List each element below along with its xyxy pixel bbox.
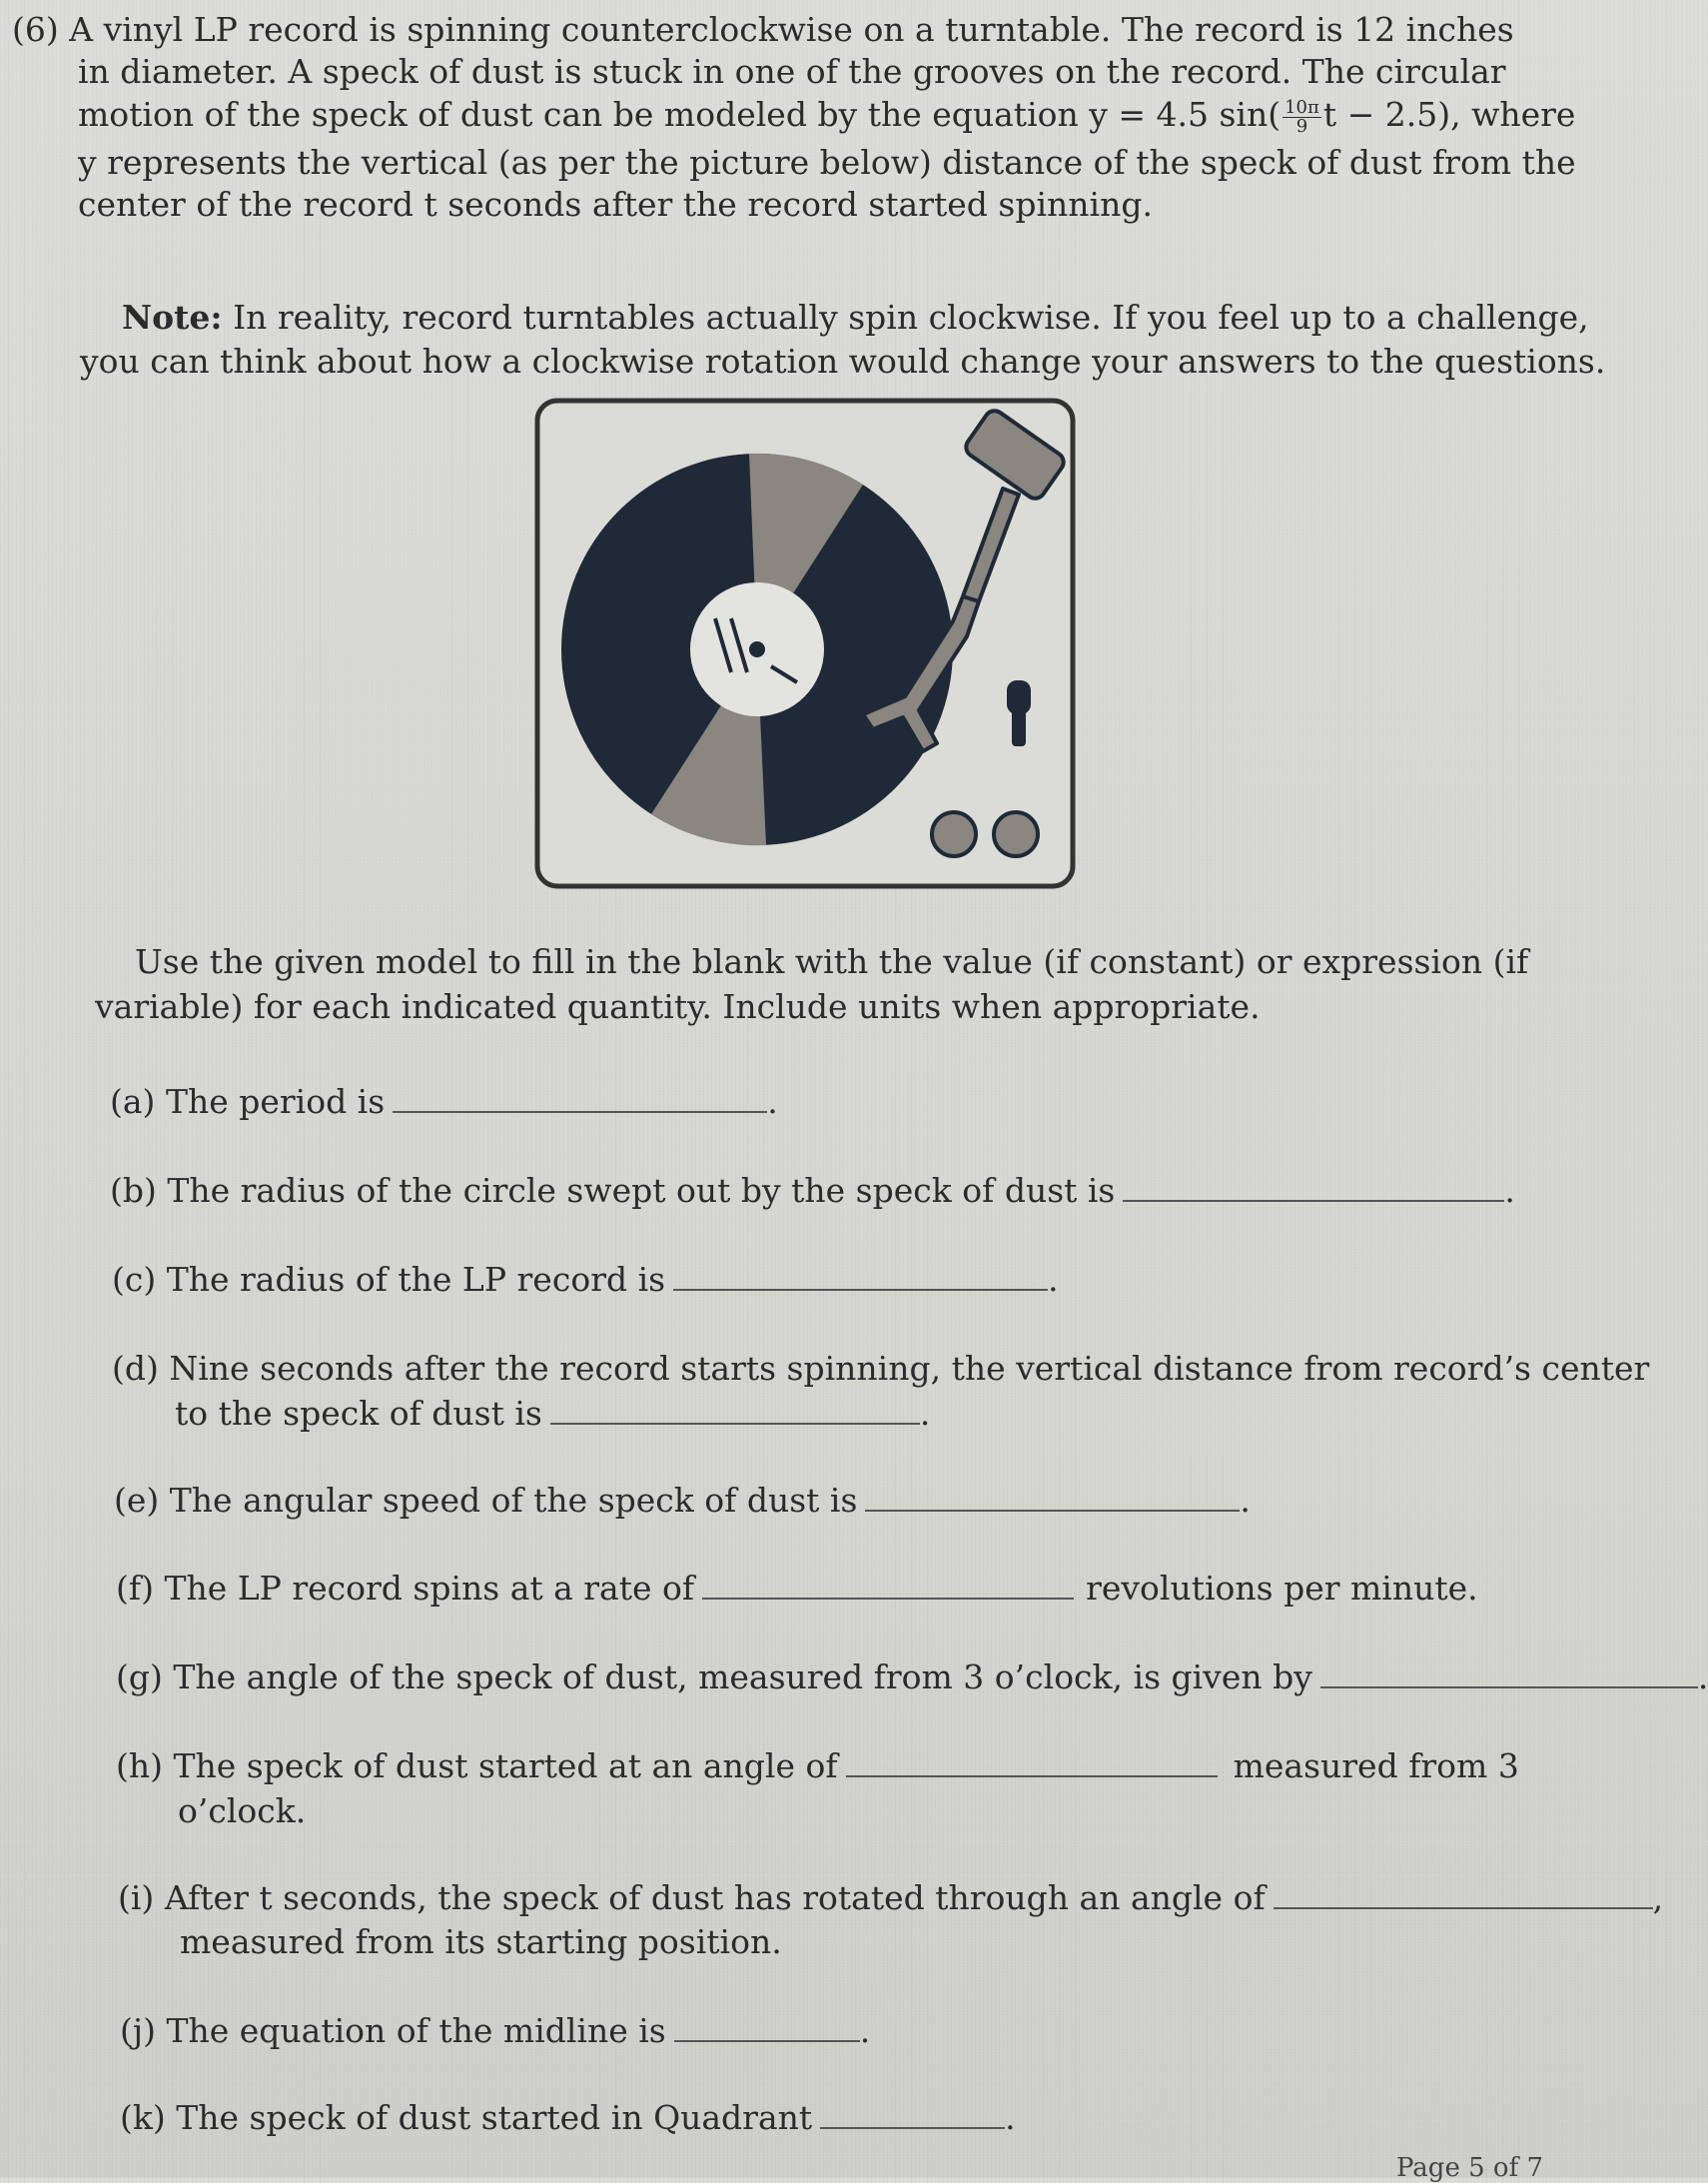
question-g-label: (g): [116, 1657, 163, 1696]
question-k: [120, 2098, 1016, 2138]
fraction-numerator: 10π: [1284, 96, 1319, 118]
equation-after: t − 2.5), where: [1322, 95, 1576, 134]
note-label: Note:: [122, 298, 223, 337]
answer-blank-d[interactable]: [550, 1397, 920, 1425]
problem-line-4: y represents the vertical (as per the picture below) distance of the speck of dust from the: [78, 143, 1576, 182]
question-a-text: The period is: [165, 1082, 386, 1121]
answer-blank-f[interactable]: [702, 1572, 1074, 1600]
instructions-line-2: variable) for each indicated quantity. Include units when appropriate.: [95, 987, 1261, 1026]
answer-blank-b[interactable]: [1123, 1174, 1504, 1202]
question-j-text: The equation of the midline is: [166, 2011, 666, 2050]
problem-line-1: [12, 10, 1514, 50]
question-i-label: (i): [118, 1878, 155, 1917]
answer-blank-k[interactable]: [820, 2101, 1005, 2129]
question-e: [114, 1481, 1251, 1521]
answer-blank-a[interactable]: [393, 1085, 767, 1113]
question-d: [112, 1349, 1649, 1389]
question-i-end: ,: [1652, 1878, 1664, 1917]
question-d-continued: [175, 1394, 930, 1434]
answer-blank-e[interactable]: [865, 1484, 1240, 1512]
question-c: [112, 1260, 1059, 1300]
question-b-end: .: [1504, 1171, 1515, 1210]
question-k-label: (k): [120, 2098, 166, 2137]
question-b: [110, 1171, 1515, 1211]
turntable-illustration: [533, 397, 1077, 890]
control-knob: [1007, 680, 1031, 714]
question-j-end: .: [859, 2011, 871, 2050]
question-b-label: (b): [110, 1171, 157, 1210]
vinyl-record: [561, 454, 953, 845]
question-c-end: .: [1048, 1260, 1059, 1299]
question-d-text: Nine seconds after the record starts spinning, the vertical distance from record’s center: [169, 1349, 1650, 1388]
question-i: [118, 1878, 1663, 1918]
question-j: [120, 2011, 870, 2051]
question-g-text: The angle of the speck of dust, measured from 3 o’clock, is given by: [173, 1657, 1312, 1696]
equation-fraction: [1282, 96, 1321, 137]
question-f-end: revolutions per minute.: [1086, 1569, 1478, 1608]
problem-number: (6): [12, 10, 59, 49]
question-h-end: measured from 3: [1233, 1746, 1519, 1785]
answer-blank-g[interactable]: [1320, 1660, 1698, 1688]
answer-blank-c[interactable]: [673, 1263, 1048, 1291]
question-h: [116, 1746, 1519, 1786]
question-b-text: The radius of the circle swept out by the speck of dust is: [167, 1171, 1116, 1210]
question-e-text: The angular speed of the speck of dust is: [169, 1481, 858, 1520]
equation-before: motion of the speck of dust can be modeled by the equation y = 4.5 sin(: [78, 95, 1281, 134]
problem-line-5: center of the record t seconds after the record started spinning.: [78, 185, 1153, 224]
page-number: Page 5 of 7: [1395, 2153, 1543, 2183]
question-f: [116, 1569, 1478, 1609]
problem-line-2: in diameter. A speck of dust is stuck in one of the grooves on the record. The circular: [78, 52, 1506, 91]
problem-text-1: A vinyl LP record is spinning counterclockwise on a turntable. The record is 12 inches: [69, 10, 1514, 49]
question-c-label: (c): [112, 1260, 157, 1299]
question-a-label: (a): [110, 1082, 156, 1121]
question-h-label: (h): [116, 1746, 164, 1785]
question-c-text: The radius of the LP record is: [166, 1260, 666, 1299]
question-i-continued: measured from its starting position.: [180, 1922, 782, 1961]
note-line-1: [122, 298, 1589, 338]
button-left: [932, 812, 976, 856]
spindle: [749, 641, 765, 657]
answer-blank-j[interactable]: [674, 2014, 860, 2042]
question-f-label: (f): [116, 1569, 154, 1608]
question-e-label: (e): [114, 1481, 160, 1520]
question-a: [110, 1082, 778, 1122]
question-k-text: The speck of dust started in Quadrant: [176, 2098, 813, 2137]
question-k-end: .: [1005, 2098, 1016, 2137]
question-d-end: .: [919, 1394, 931, 1433]
note-text-1: In reality, record turntables actually spin clockwise. If you feel up to a challenge,: [233, 298, 1589, 337]
question-d-text2: to the speck of dust is: [175, 1394, 542, 1433]
answer-blank-h[interactable]: [846, 1749, 1218, 1777]
question-e-end: .: [1240, 1481, 1251, 1520]
button-right: [994, 812, 1038, 856]
question-i-text: After t seconds, the speck of dust has rotated through an angle of: [164, 1878, 1266, 1917]
question-h-text: The speck of dust started at an angle of: [173, 1746, 838, 1785]
question-g-end: .: [1697, 1657, 1708, 1696]
answer-blank-i[interactable]: [1274, 1881, 1653, 1909]
note-line-2: you can think about how a clockwise rotation would change your answers to the questions.: [80, 342, 1606, 381]
instructions-line-1: Use the given model to fill in the blank with the value (if constant) or expression (if: [135, 942, 1529, 981]
question-g: [116, 1657, 1708, 1697]
question-f-text: The LP record spins at a rate of: [164, 1569, 695, 1608]
question-h-continued: o’clock.: [178, 1791, 307, 1830]
fraction-denominator: 9: [1295, 115, 1308, 137]
question-a-end: .: [767, 1082, 778, 1121]
question-d-label: (d): [112, 1349, 159, 1388]
question-j-label: (j): [120, 2011, 156, 2050]
problem-line-3: [78, 95, 1575, 136]
